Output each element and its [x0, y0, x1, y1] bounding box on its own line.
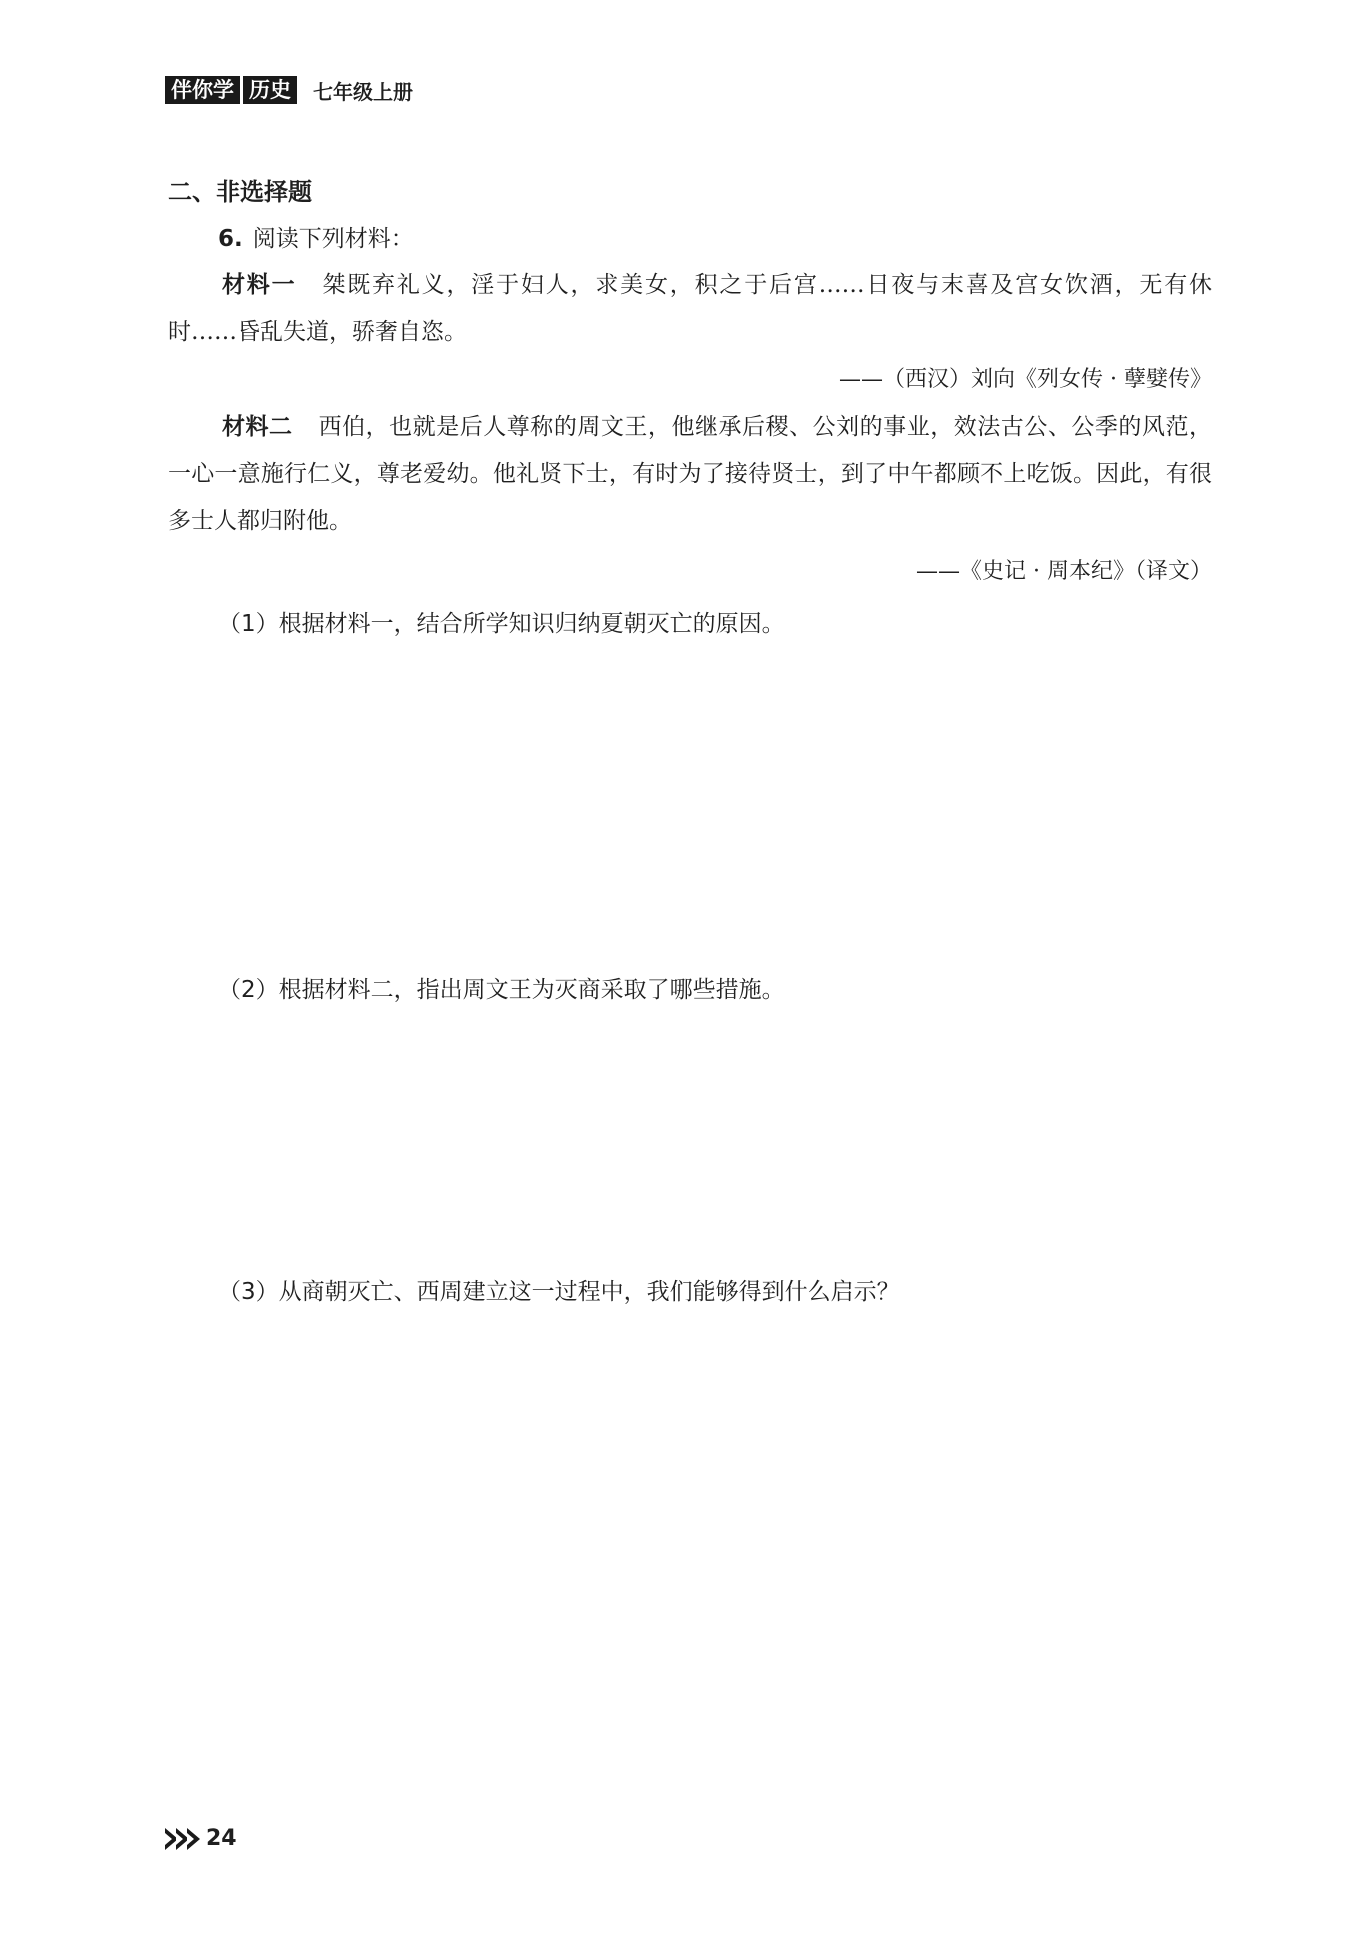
material-1-text: 桀既弃礼义，淫于妇人，求美女，积之于后宫……日夜与末喜及宫女饮酒，无有休时……昏乱失道，骄奢自恣。 — [168, 272, 1213, 345]
material-2-text: 西伯，也就是后人尊称的周文王，他继承后稷、公刘的事业，效法古公、公季的风范，一心一意施行仁义，尊老爱幼。他礼贤下士，有时为了接待贤士，到了中午都顾不上吃饭。因此，有很多士人都归附他。 — [168, 414, 1213, 534]
question-intro-text: 阅读下列材料： — [252, 226, 414, 252]
question-number: 6. — [218, 226, 243, 252]
grade-label: 七年级上册 — [313, 79, 413, 104]
page-number: 24 — [206, 1826, 237, 1851]
section-title: 二、非选择题 — [168, 178, 312, 206]
page-footer — [165, 1826, 237, 1851]
material-1-label: 材料一 — [222, 272, 297, 298]
material-1-source: ——（西汉）刘向《列女传 · 孽嬖传》 — [839, 367, 1212, 392]
sub-question-2: （2）根据材料二，指出周文王为灭商采取了哪些措施。 — [218, 977, 785, 1003]
material-2-label: 材料二 — [222, 414, 293, 440]
question-intro — [218, 220, 414, 253]
chevrons-icon — [165, 1828, 198, 1850]
material-1 — [168, 262, 1212, 356]
material-2-source: ——《史记 · 周本纪》（译文） — [916, 559, 1212, 584]
series-badge: 伴你学 — [165, 76, 240, 104]
subject-badge: 历史 — [243, 76, 297, 104]
sub-question-3: （3）从商朝灭亡、西周建立这一过程中，我们能够得到什么启示？ — [218, 1279, 900, 1305]
sub-question-1: （1）根据材料一，结合所学知识归纳夏朝灭亡的原因。 — [218, 611, 785, 637]
page-header — [165, 76, 413, 104]
material-2 — [168, 404, 1212, 545]
